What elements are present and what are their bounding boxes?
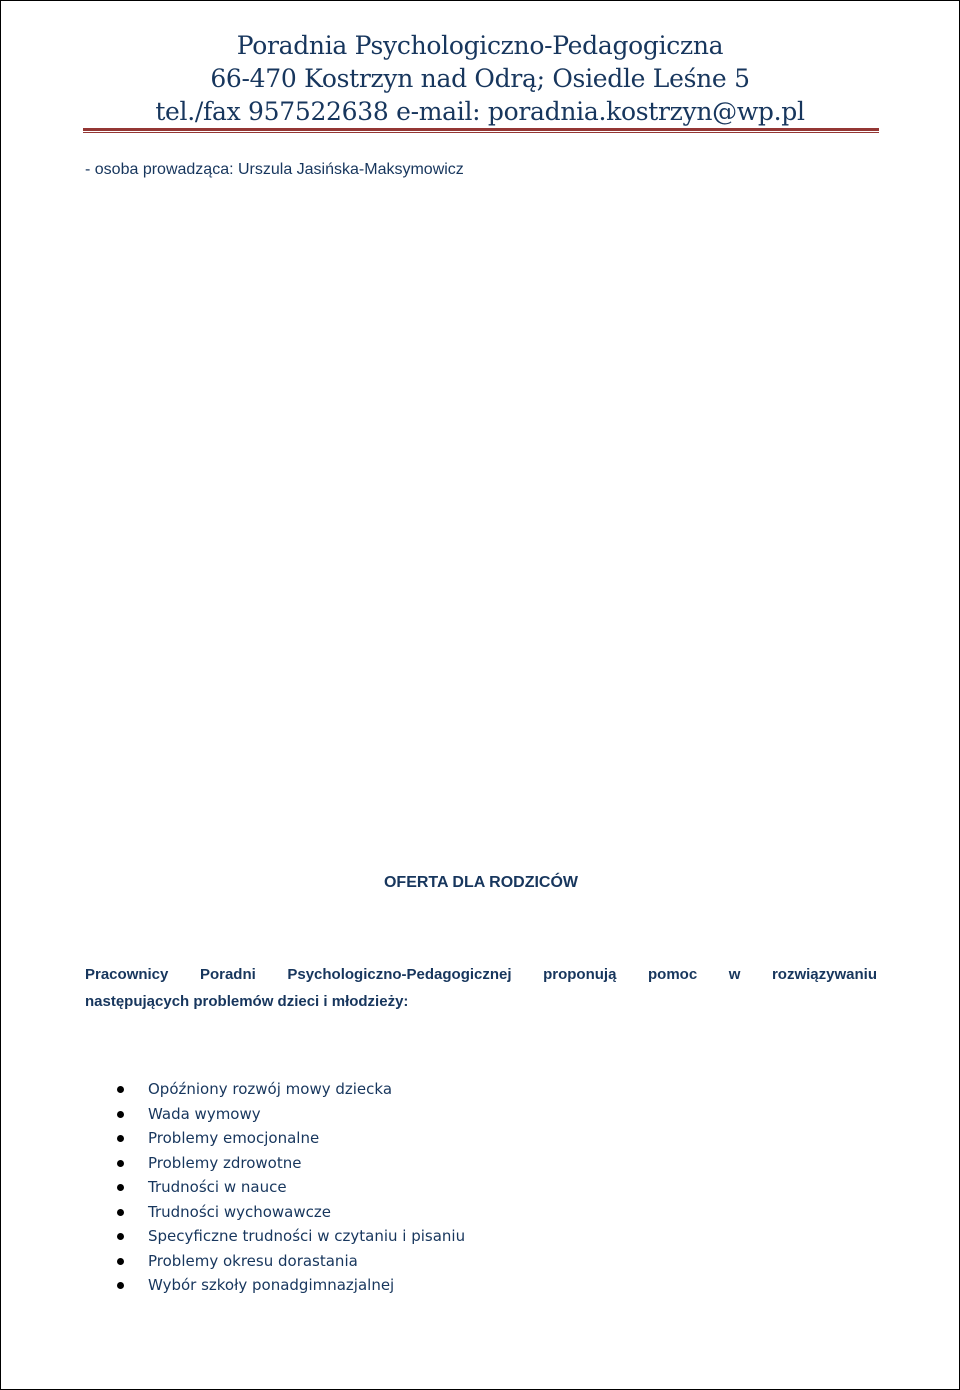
bullet-icon [117,1184,124,1191]
list-item-text: Wada wymowy [148,1104,261,1123]
list-item [113,1224,465,1249]
letterhead-contact: tel./fax 957522638 e-mail: poradnia.kostrzyn@wp.pl [155,97,805,126]
intro-word: Poradni [199,966,256,983]
list-item [113,1175,465,1200]
bullet-icon [117,1209,124,1216]
list-item [113,1077,465,1102]
list-item-text: Problemy emocjonalne [148,1129,320,1147]
list-item [113,1200,465,1225]
bullet-icon [117,1282,124,1289]
intro-paragraph [85,961,877,1015]
list-item-text: Trudności wychowawcze [148,1202,331,1221]
list-item [113,1249,465,1274]
bullet-icon [117,1160,124,1167]
intro-line-1 [85,961,877,988]
list-item-text: Specyficzne trudności w czytaniu i pisaniu [148,1227,466,1245]
intro-word: pomoc [648,966,698,983]
list-item-text: Problemy okresu dorastania [148,1251,358,1270]
bullet-icon [117,1258,124,1265]
intro-line-2: następujących problemów dzieci i młodzieży: [85,993,409,1010]
section-title: OFERTA DLA RODZICÓW [383,874,579,891]
list-item-text: Wybór szkoły ponadgimnazjalnej [148,1276,395,1294]
list-item-text: Problemy zdrowotne [148,1153,302,1172]
letterhead-divider [83,128,879,131]
list-item-text: Trudności w nauce [148,1178,287,1196]
intro-word: rozwiązywaniu [771,966,877,983]
list-item [113,1102,465,1127]
intro-word: Pracownicy [85,966,169,983]
letterhead-institution-name: Poradnia Psychologiczno-Pedagogiczna [236,31,724,60]
intro-word: proponują [543,966,617,983]
letterhead [1,29,959,128]
list-item [113,1273,465,1298]
facilitator-line: - osoba prowadząca: Urszula Jasińska-Maksymowicz [85,161,464,178]
list-item [113,1151,465,1176]
letterhead-address: 66-470 Kostrzyn nad Odrą; Osiedle Leśne 5 [210,64,750,93]
bullet-icon [117,1086,124,1093]
bullet-icon [117,1111,124,1118]
bullet-icon [117,1135,124,1142]
bullet-icon [117,1233,124,1240]
intro-word: Psychologiczno-Pedagogicznej [287,966,512,983]
list-item [113,1126,465,1151]
letterhead-divider-thin [83,132,879,133]
problems-list [113,1077,465,1298]
list-item-text: Opóźniony rozwój mowy dziecka [148,1080,393,1098]
intro-word: w [728,966,741,983]
